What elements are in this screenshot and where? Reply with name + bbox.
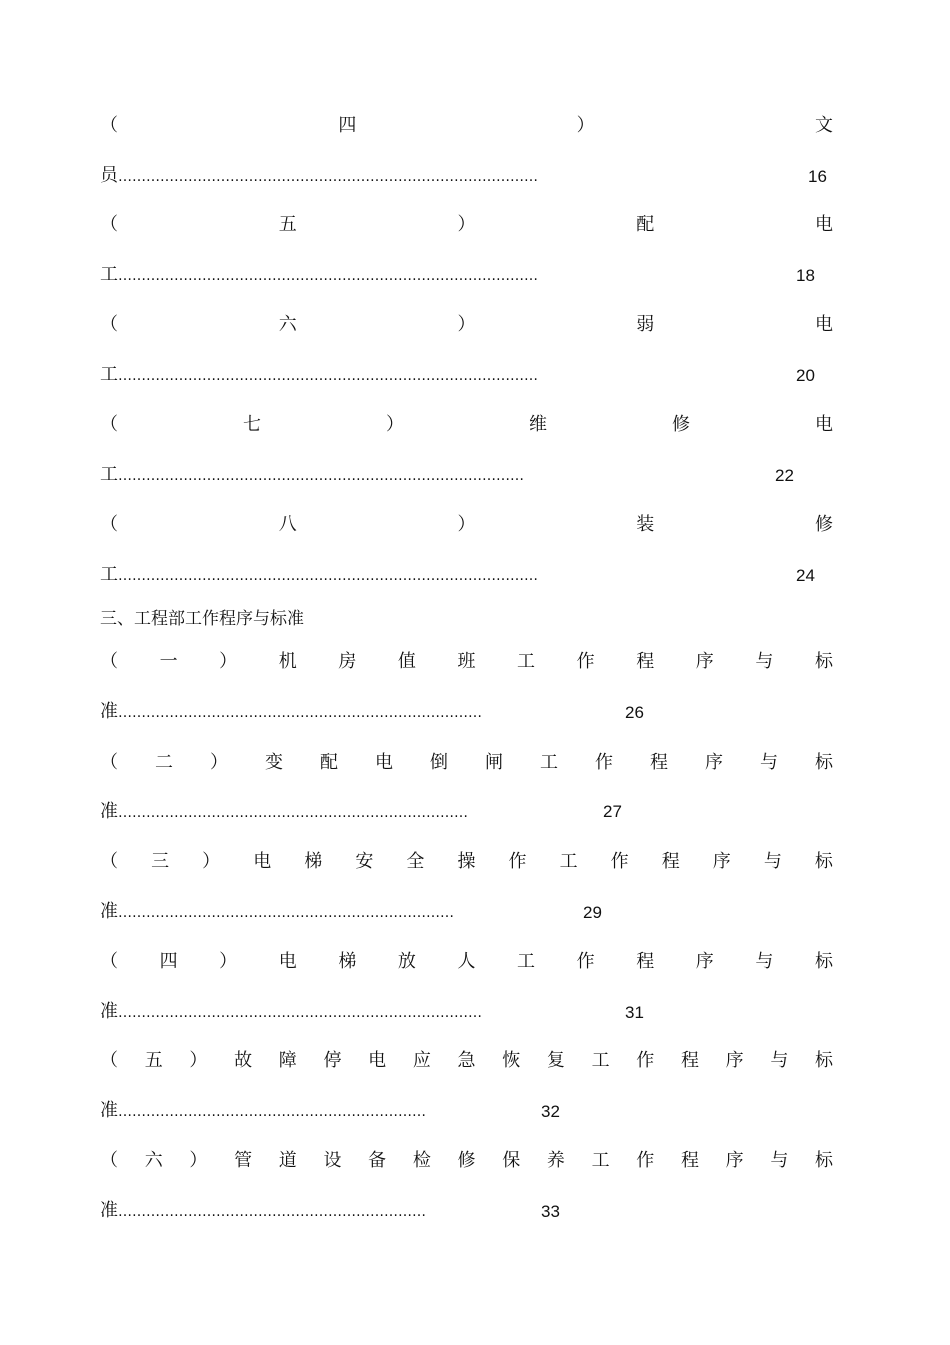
- toc-char: 作: [636, 1150, 655, 1171]
- toc-char: 养: [546, 1150, 565, 1171]
- toc-char: 序: [725, 1150, 744, 1171]
- toc-char: 四: [338, 115, 357, 136]
- toc-char: 五: [278, 214, 297, 235]
- toc-char: 梯: [338, 951, 357, 972]
- toc-lead-char: 准: [100, 901, 118, 922]
- toc-entry-title-line: [100, 114, 833, 138]
- toc-char: 维: [529, 414, 547, 435]
- toc-char: 安: [355, 851, 374, 872]
- toc-char: ）: [219, 951, 238, 972]
- toc-char: 作: [610, 851, 629, 872]
- toc-char: 程: [680, 1050, 699, 1071]
- toc-char: 作: [508, 851, 527, 872]
- toc-entry-leader-line: [100, 164, 538, 188]
- toc-char: （: [100, 951, 118, 972]
- toc-char: ）: [202, 851, 221, 872]
- toc-char: 与: [770, 1150, 789, 1171]
- toc-entry-leader-line: [100, 463, 524, 487]
- toc-page-number: 20: [796, 366, 815, 385]
- toc-char: 操: [457, 851, 476, 872]
- toc-char: 标: [814, 951, 833, 972]
- toc-entry-leader-line: [100, 1000, 482, 1024]
- toc-char: 备: [368, 1150, 387, 1171]
- toc-char: 八: [278, 514, 297, 535]
- toc-char: （: [100, 651, 118, 672]
- toc-char: 故: [234, 1050, 253, 1071]
- section-heading: 三、工程部工作程序与标准: [100, 609, 304, 629]
- toc-char: 机: [278, 651, 297, 672]
- toc-lead-char: 准: [100, 1200, 118, 1221]
- toc-char: （: [100, 851, 118, 872]
- toc-dot-leader: ………………………………………………………………………………: [118, 268, 538, 284]
- toc-entry-leader-line: [100, 1099, 426, 1123]
- toc-char: 修: [672, 414, 690, 435]
- toc-char: 程: [636, 951, 655, 972]
- toc-char: 配: [320, 752, 338, 773]
- toc-char: 工: [559, 851, 578, 872]
- toc-entry-leader-line: [100, 1199, 426, 1223]
- toc-char: ）: [210, 752, 228, 773]
- toc-char: 六: [144, 1150, 163, 1171]
- toc-dot-leader: ………………………………………………………………………………: [118, 368, 538, 384]
- toc-char: 与: [755, 951, 774, 972]
- toc-char: （: [100, 115, 118, 136]
- toc-char: 标: [815, 752, 833, 773]
- toc-char: ）: [457, 314, 476, 335]
- toc-dot-leader: ………………………………………………………………: [118, 905, 454, 921]
- toc-char: 作: [576, 951, 595, 972]
- toc-entry-title-line: [100, 513, 833, 537]
- toc-entry-title-line: [100, 313, 833, 337]
- toc-lead-char: 工: [100, 264, 118, 285]
- toc-char: ）: [189, 1150, 208, 1171]
- toc-dot-leader: ………………………………………………………………………………: [118, 169, 538, 185]
- toc-page-number: 22: [775, 466, 794, 485]
- toc-char: 文: [814, 115, 833, 136]
- toc-char: 保: [502, 1150, 521, 1171]
- toc-char: 一: [159, 651, 178, 672]
- toc-entry-leader-line: [100, 263, 538, 287]
- toc-char: 道: [278, 1150, 297, 1171]
- toc-lead-char: 工: [100, 564, 118, 585]
- toc-char: 四: [159, 951, 178, 972]
- toc-char: 值: [397, 651, 416, 672]
- toc-char: 障: [278, 1050, 297, 1071]
- toc-char: 急: [457, 1050, 476, 1071]
- toc-char: （: [100, 514, 118, 535]
- toc-char: （: [100, 752, 118, 773]
- toc-char: （: [100, 1150, 118, 1171]
- toc-page-number: 18: [796, 266, 815, 285]
- toc-entry-title-line: [100, 850, 833, 874]
- toc-char: （: [100, 1050, 118, 1071]
- toc-dot-leader: …………………………………………………………………: [118, 805, 468, 821]
- toc-char: 与: [770, 1050, 789, 1071]
- toc-char: 作: [595, 752, 613, 773]
- toc-char: 作: [576, 651, 595, 672]
- toc-char: 倒: [430, 752, 448, 773]
- toc-char: 工: [517, 951, 536, 972]
- toc-char: 电: [815, 214, 833, 235]
- toc-char: 工: [540, 752, 558, 773]
- toc-char: 房: [338, 651, 357, 672]
- toc-char: 电: [815, 414, 833, 435]
- toc-char: 全: [406, 851, 425, 872]
- toc-entry-leader-line: [100, 800, 468, 824]
- toc-lead-char: 准: [100, 1001, 118, 1022]
- toc-char: 电: [368, 1050, 387, 1071]
- toc-dot-leader: ……………………………………………………………………………: [118, 468, 524, 484]
- toc-lead-char: 工: [100, 364, 118, 385]
- toc-lead-char: 工: [100, 464, 118, 485]
- toc-char: 程: [680, 1150, 699, 1171]
- toc-char: 七: [243, 414, 261, 435]
- toc-char: 序: [712, 851, 731, 872]
- toc-char: 闸: [485, 752, 503, 773]
- toc-char: 标: [814, 851, 833, 872]
- toc-page-number: 33: [541, 1202, 560, 1221]
- toc-entry-title-line: [100, 413, 833, 437]
- toc-entry-title-line: [100, 1049, 833, 1073]
- toc-char: 六: [278, 314, 297, 335]
- toc-dot-leader: ……………………………………………………………………: [118, 1005, 482, 1021]
- toc-char: 标: [815, 1050, 833, 1071]
- toc-char: 三: [151, 851, 170, 872]
- toc-char: 二: [155, 752, 173, 773]
- toc-char: 设: [323, 1150, 342, 1171]
- toc-lead-char: 员: [100, 165, 118, 186]
- toc-lead-char: 准: [100, 801, 118, 822]
- toc-lead-char: 准: [100, 1100, 118, 1121]
- toc-char: 班: [457, 651, 476, 672]
- toc-char: ）: [457, 514, 476, 535]
- toc-char: 装: [636, 514, 655, 535]
- toc-char: 放: [397, 951, 416, 972]
- toc-char: 序: [695, 651, 714, 672]
- toc-char: 工: [517, 651, 536, 672]
- toc-page-number: 24: [796, 566, 815, 585]
- toc-page-number: 16: [808, 167, 827, 186]
- toc-char: 应: [412, 1050, 431, 1071]
- toc-char: 修: [457, 1150, 476, 1171]
- toc-char: 标: [814, 651, 833, 672]
- toc-char: 停: [323, 1050, 342, 1071]
- toc-char: ）: [576, 115, 595, 136]
- toc-char: 标: [815, 1150, 833, 1171]
- toc-char: （: [100, 314, 118, 335]
- toc-char: 配: [636, 214, 655, 235]
- toc-char: 检: [412, 1150, 431, 1171]
- toc-char: ）: [457, 214, 476, 235]
- toc-entry-leader-line: [100, 363, 538, 387]
- toc-entry-leader-line: [100, 563, 538, 587]
- toc-char: ）: [219, 651, 238, 672]
- toc-char: 与: [760, 752, 778, 773]
- toc-char: 序: [695, 951, 714, 972]
- toc-char: （: [100, 414, 118, 435]
- toc-entry-title-line: [100, 751, 833, 775]
- toc-char: 与: [755, 651, 774, 672]
- toc-dot-leader: …………………………………………………………: [118, 1104, 426, 1120]
- toc-char: 复: [546, 1050, 565, 1071]
- toc-char: 程: [636, 651, 655, 672]
- toc-char: 人: [457, 951, 476, 972]
- toc-char: 弱: [636, 314, 655, 335]
- toc-page-number: 27: [603, 802, 622, 821]
- toc-char: 工: [591, 1150, 610, 1171]
- toc-lead-char: 准: [100, 701, 118, 722]
- toc-entry-title-line: [100, 213, 833, 237]
- toc-char: 五: [144, 1050, 163, 1071]
- toc-char: 序: [725, 1050, 744, 1071]
- toc-dot-leader: ……………………………………………………………………: [118, 705, 482, 721]
- toc-char: 电: [375, 752, 393, 773]
- toc-dot-leader: ………………………………………………………………………………: [118, 568, 538, 584]
- toc-dot-leader: …………………………………………………………: [118, 1204, 426, 1220]
- toc-page-number: 26: [625, 703, 644, 722]
- toc-char: 恢: [502, 1050, 521, 1071]
- toc-char: 变: [265, 752, 283, 773]
- toc-char: 电: [815, 314, 833, 335]
- toc-entry-leader-line: [100, 900, 454, 924]
- toc-char: 工: [591, 1050, 610, 1071]
- toc-entry-title-line: [100, 650, 833, 674]
- toc-char: 序: [705, 752, 723, 773]
- toc-char: 梯: [304, 851, 323, 872]
- toc-char: 程: [650, 752, 668, 773]
- toc-char: （: [100, 214, 118, 235]
- toc-page-number: 32: [541, 1102, 560, 1121]
- toc-char: ）: [386, 414, 404, 435]
- toc-char: 修: [815, 514, 833, 535]
- toc-page-number: 31: [625, 1003, 644, 1022]
- toc-char: 作: [636, 1050, 655, 1071]
- toc-char: 程: [661, 851, 680, 872]
- toc-entry-title-line: [100, 950, 833, 974]
- toc-char: 电: [278, 951, 297, 972]
- toc-entry-leader-line: [100, 700, 482, 724]
- toc-char: 与: [763, 851, 782, 872]
- toc-page-number: 29: [583, 903, 602, 922]
- toc-char: ）: [189, 1050, 208, 1071]
- toc-char: 管: [234, 1150, 253, 1171]
- toc-entry-title-line: [100, 1149, 833, 1173]
- toc-char: 电: [253, 851, 272, 872]
